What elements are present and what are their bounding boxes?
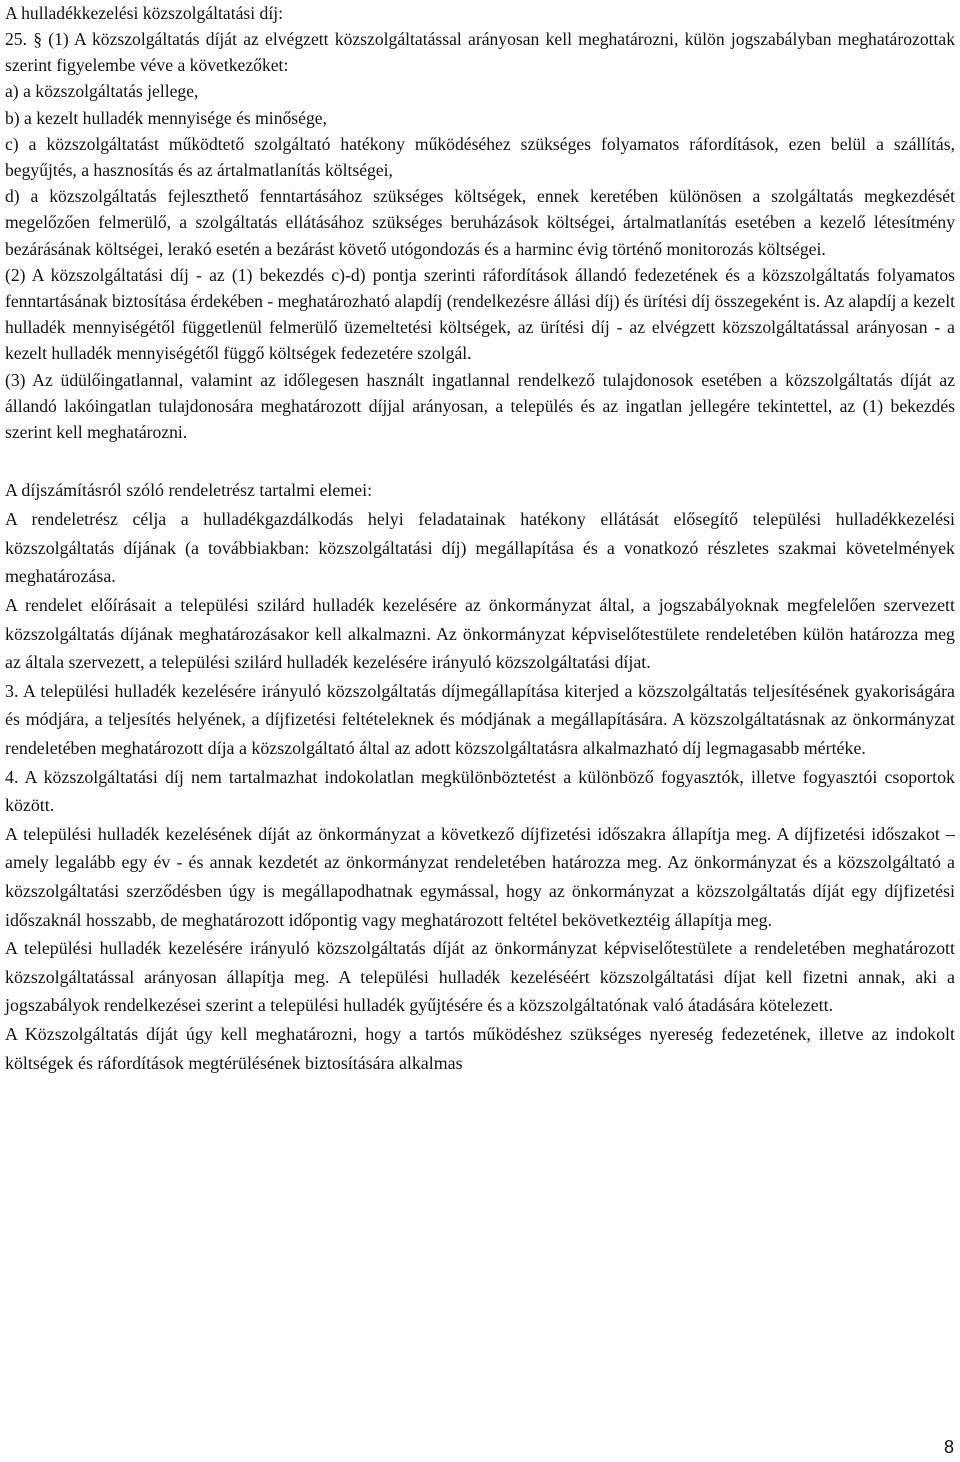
paragraph-25-3: (3) Az üdülőingatlannal, valamint az időlegesen használt ingatlannal rendelkező tulajdonosok esetében a közszolgáltatás díját az állandó lakóingatlan tulajdonosára meghatározott díjjal arányosan, a település és az ingatlan jellegére tekintettel, az (1) bekezdés szerint kell meghatározni. [5,369,955,443]
list-item-b: b) a kezelt hulladék mennyisége és minősége, [5,107,327,128]
paragraph-25-2: (2) A közszolgáltatási díj - az (1) bekezdés c)-d) pontja szerinti ráfordítások állandó fedezetének és a közszolgáltatás folyamatos fenntartásának biztosítása érdekében - meghatározható alapdíj (rendelkezésre állási díj) és ürítési díj összegeként is. Az alapdíj a kezelt hulladék mennyiségétől függetlenül felmerülő üzemeltetési költségek, az ürítési díj - az elvégzett közszolgáltatással arányosan - a kezelt hulladék mennyiségétől függő költségek fedezetére szolgál. [5,264,955,364]
section-heading: A hulladékkezelési közszolgáltatási díj: [5,3,283,23]
paragraph: A rendeletrész célja a hulladékgazdálkodás helyi feladatainak hatékony ellátását elősegítő települési hulladékkezelési közszolgáltatás díjának (a továbbiakban: közszolgáltatási díj) megállapítása és a vonatkozó részletes szakmai követelmények meghatározása. [5,509,955,587]
fee-provisions-section [5,0,955,445]
fee-calculation-section [5,476,955,1077]
list-item-c: c) a közszolgáltatást működtető szolgáltató hatékony működéséhez szükséges folyamatos ráfordítások, ezen belül a szállítás, begyűjtés, a hasznosítás és az ártalmatlanítás költségei, [5,133,955,181]
list-item-a: a) a közszolgáltatás jellege, [5,81,199,102]
paragraph: A települési hulladék kezelésére irányuló közszolgáltatás díját az önkormányzat képviselőtestülete a rendeletében meghatározott közszolgáltatással arányosan állapítja meg. A települési hulladék kezeléséért közszolgáltatási díjat kell fizetni annak, aki a jogszabályok rendelkezései szerint a települési hulladék gyűjtésére és a közszolgáltatónak való átadására kötelezett. [5,938,955,1016]
paragraph-25-1: 25. § (1) A közszolgáltatás díját az elvégzett közszolgáltatással arányosan kell meghatározni, külön jogszabályban meghatározottak szerint figyelembe véve a következőket: [5,29,955,76]
section-heading: A díjszámításról szóló rendeletrész tartalmi elemei: [5,480,373,501]
section-spacer [5,445,955,476]
paragraph: A rendelet előírásait a települési szilárd hulladék kezelésére az önkormányzat által, a jogszabályoknak megfelelően szervezett közszolgáltatás díjának meghatározásakor kell alkalmazni. Az önkormányzat képviselőtestülete rendeletében külön határozza meg az általa szervezett, a települési szilárd hulladék kezelésére irányuló közszolgáltatási díjat. [5,595,955,673]
list-item-d: d) a közszolgáltatás fejleszthető fenntartásához szükséges költségek, ennek keretében különösen a szolgáltatás megkezdését megelőzően felmerülő, a szolgáltatás ellátásához szükséges beruházások költségei, ártalmatlanítás esetében a kezelő létesítmény bezárásának költségei, lerakó esetén a bezárást követő utógondozás és a harminc évig történő monitorozás költségei. [5,186,955,259]
paragraph: A Közszolgáltatás díját úgy kell meghatározni, hogy a tartós működéshez szükséges nyereség fedezetének, illetve az indokolt költségek és ráfordítások megtérülésének biztosítására alkalmas [5,1023,955,1073]
paragraph-3: 3. A települési hulladék kezelésére irányuló közszolgáltatás díjmegállapítása kiterjed a közszolgáltatás teljesítésének gyakoriságára és módjára, a teljesítés helyének, a díjfizetési feltételeknek és módjának a megállapítására. A közszolgáltatásnak az önkormányzat rendeletében meghatározott díja a közszolgáltató által az adott közszolgáltatásra alkalmazható díj legmagasabb mértéke. [5,680,955,758]
paragraph: A települési hulladék kezelésének díját az önkormányzat a következő díjfizetési időszakra állapítja meg. A díjfizetési időszakot – amely legalább egy év - és annak kezdetét az önkormányzat rendeletében határozza meg. Az önkormányzat és a közszolgáltató a közszolgáltatási szerződésben úgy is megállapodhatnak egymással, hogy az önkormányzat a közszolgáltatás díját egy díjfizetési időszaknál hosszabb, de meghatározott időpontig vagy meghatározott feltétel bekövetkeztéig állapítja meg. [5,823,955,930]
paragraph-4: 4. A közszolgáltatási díj nem tartalmazhat indokolatlan megkülönböztetést a különböző fogyasztók, illetve fogyasztói csoportok között. [5,766,955,816]
page-number: 8 [943,1437,954,1457]
